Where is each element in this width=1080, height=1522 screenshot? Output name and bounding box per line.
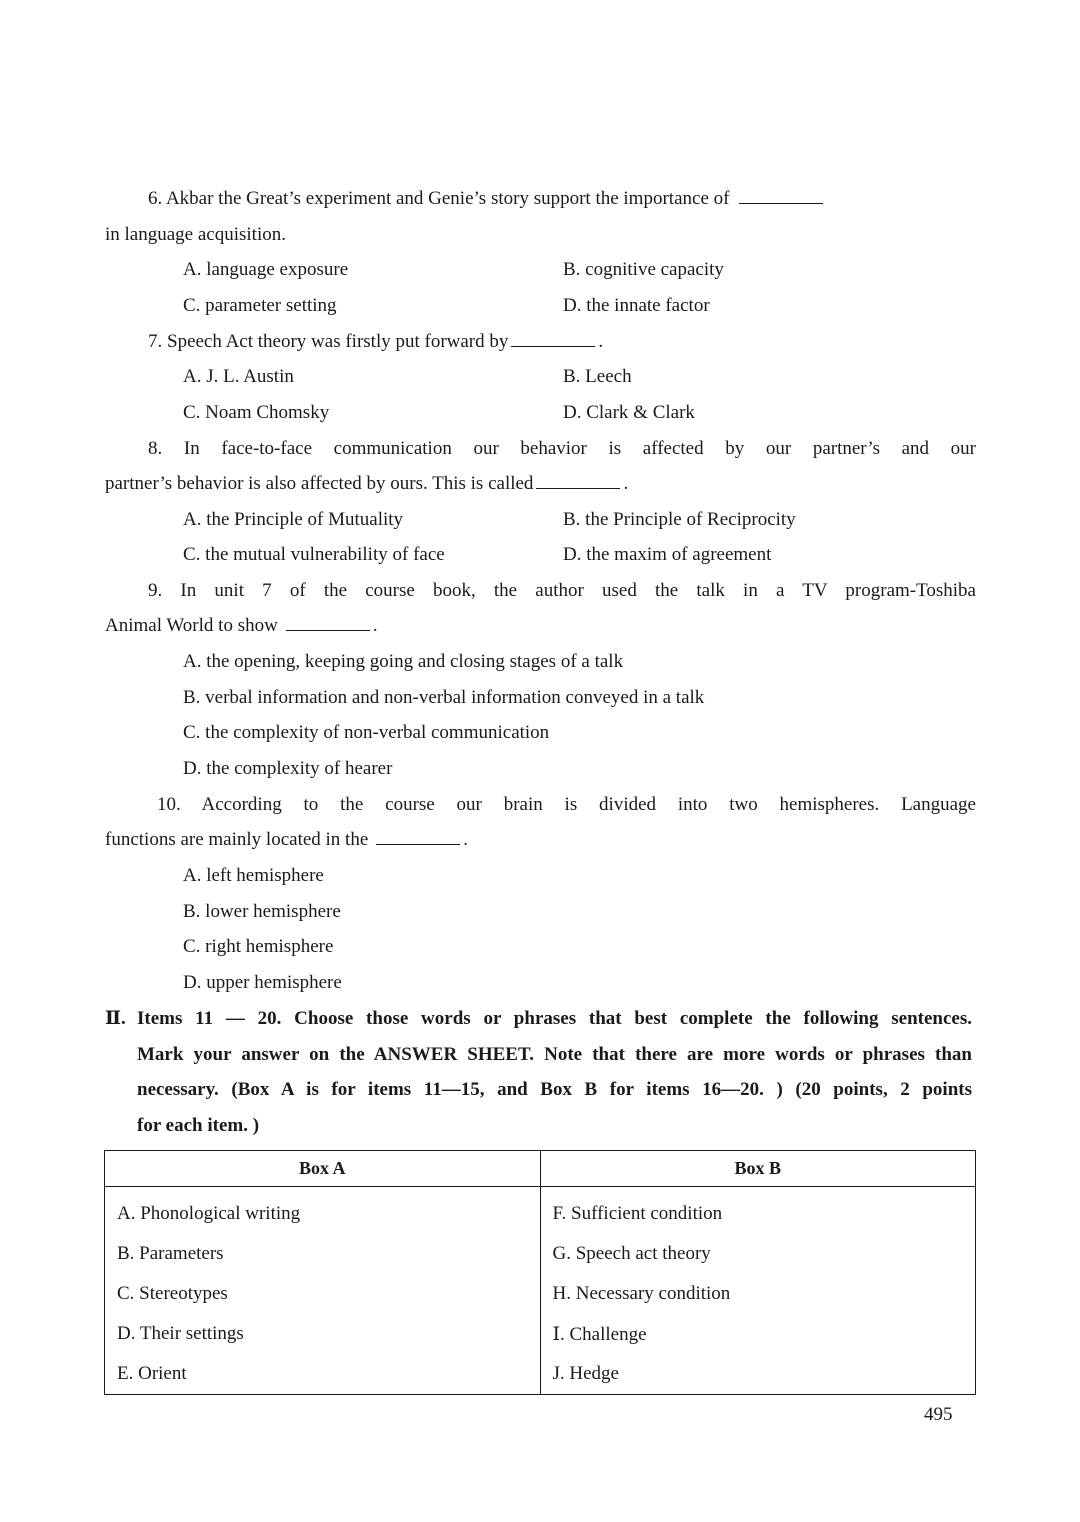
q10-option-d: D. upper hemisphere [183, 972, 342, 993]
answer-blank [739, 202, 823, 204]
q8-stem-line1: 8. In face-to-face communication our behavior is affected by our partner’s and our [148, 438, 976, 459]
page-number: 495 [924, 1404, 953, 1425]
q9-stem-line2: Animal World to show . [105, 615, 378, 636]
q6-option-b: B. cognitive capacity [563, 259, 724, 280]
q8-option-b: B. the Principle of Reciprocity [563, 509, 796, 530]
box-b-item: J. Hedge [552, 1363, 619, 1384]
q7-option-d: D. Clark & Clark [563, 402, 695, 423]
q10-option-c: C. right hemisphere [183, 936, 334, 957]
box-a-item: C. Stereotypes [105, 1274, 541, 1314]
box-a-item: B. Parameters [105, 1234, 541, 1274]
answer-blank [286, 629, 370, 631]
q10-stem-line2: functions are mainly located in the . [105, 829, 469, 850]
answer-blank [511, 345, 595, 347]
q7-option-b: B. Leech [563, 366, 632, 387]
q9-option-c: C. the complexity of non-verbal communication [183, 722, 550, 743]
section-2-instructions-line1: Items 11 — 20. Choose those words or phrases that best complete the following sentences. [137, 1008, 972, 1029]
q10-option-b: B. lower hemisphere [183, 901, 341, 922]
box-b-item: Ⅰ. Challenge [552, 1323, 647, 1345]
box-a-header: Box A [105, 1151, 541, 1187]
section-2-numeral: Ⅱ. [105, 1008, 126, 1029]
q8-option-a: A. the Principle of Mutuality [183, 509, 404, 530]
q9-option-a: A. the opening, keeping going and closing stages of a talk [183, 651, 624, 672]
answer-blank [376, 843, 460, 845]
q10-option-a: A. left hemisphere [183, 865, 324, 886]
q6-option-a: A. language exposure [183, 259, 349, 280]
section-2-instructions-line2: Mark your answer on the ANSWER SHEET. Note that there are more words or phrases than [137, 1044, 972, 1065]
section-2-instructions-line3: necessary. (Box A is for items 11—15, and Box B for items 16—20. ) (20 points, 2 points [137, 1079, 972, 1100]
q8-stem-line2: partner’s behavior is also affected by ours. This is called . [105, 473, 629, 494]
q10-stem-line1: 10. According to the course our brain is divided into two hemispheres. Language [157, 794, 976, 815]
box-a-item: A. Phonological writing [105, 1187, 541, 1235]
q8-option-d: D. the maxim of agreement [563, 544, 772, 565]
q8-option-c: C. the mutual vulnerability of face [183, 544, 445, 565]
box-b-item: H. Necessary condition [552, 1283, 731, 1304]
q6-option-d: D. the innate factor [563, 295, 710, 316]
q6-stem-line2: in language acquisition. [105, 224, 286, 245]
q7-stem: 7. Speech Act theory was firstly put forward by . [148, 331, 604, 352]
q9-option-d: D. the complexity of hearer [183, 758, 393, 779]
q9-option-b: B. verbal information and non-verbal information conveyed in a talk [183, 687, 705, 708]
answer-blank [536, 487, 620, 489]
box-a-item: E. Orient [105, 1354, 541, 1395]
box-b-item: G. Speech act theory [552, 1243, 711, 1264]
section-2-instructions-line4: for each item. ) [137, 1115, 260, 1136]
box-b-item: F. Sufficient condition [552, 1203, 723, 1224]
box-a-item: D. Their settings [105, 1314, 541, 1354]
box-b-header: Box B [540, 1151, 976, 1187]
word-box-table [104, 1150, 976, 1395]
q9-stem-line1: 9. In unit 7 of the course book, the author used the talk in a TV program-Toshiba [148, 580, 976, 601]
q6-stem-line1: 6. Akbar the Great’s experiment and Genie’s story support the importance of [148, 187, 826, 211]
q7-option-c: C. Noam Chomsky [183, 402, 330, 423]
q7-option-a: A. J. L. Austin [183, 366, 294, 387]
q6-option-c: C. parameter setting [183, 295, 337, 316]
